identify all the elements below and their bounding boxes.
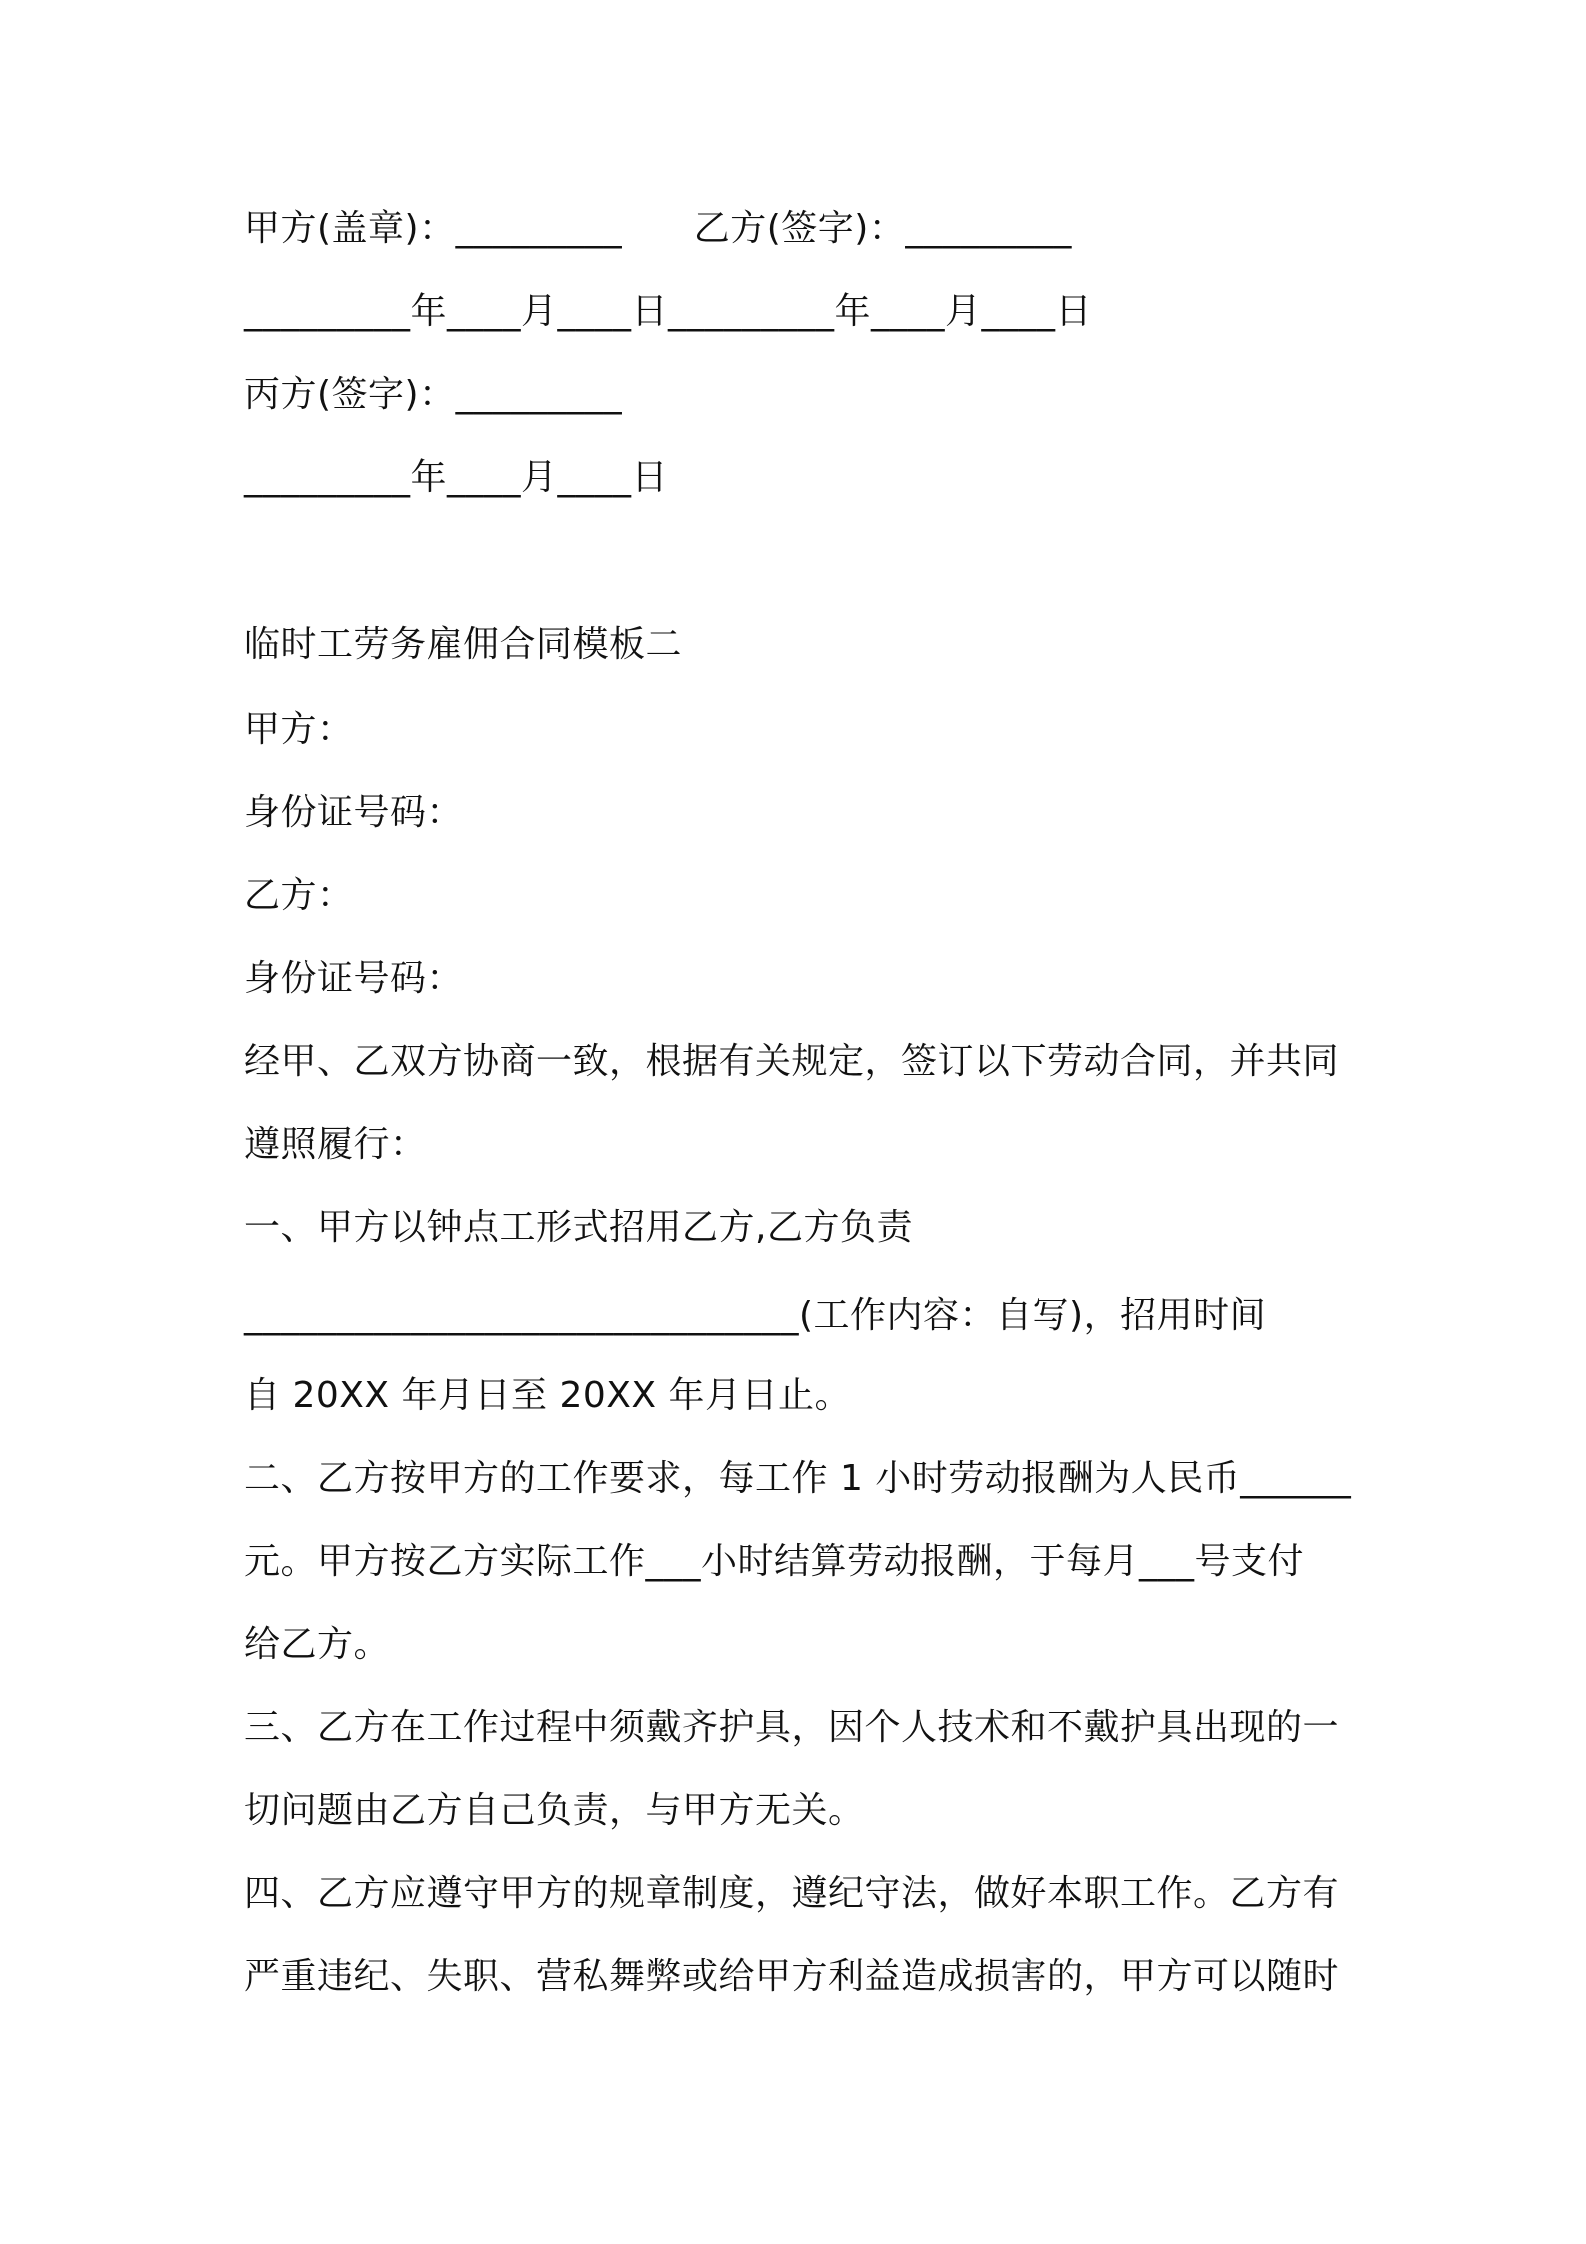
party-b-id-label: 身份证号码： [244,958,464,999]
clause-3-line: 切问题由乙方自己负责，与甲方无关。 [244,1790,865,1831]
preamble-line: 遵照履行： [244,1124,427,1165]
party-a-label: 甲方： [244,709,354,750]
clause-1-line: 自 20XX 年月日至 20XX 年月日止。 [244,1375,852,1416]
preamble-line: 经甲、乙双方协商一致，根据有关规定，签订以下劳动合同，并共同 [244,1041,1340,1082]
clause-1-line: ______________________________(工作内容：自写)，招用时间 [244,1295,1267,1336]
clause-3-line: 三、乙方在工作过程中须戴齐护具，因个人技术和不戴护具出现的一 [244,1707,1340,1748]
signature-date-c: _________年____月____日 [244,457,668,498]
signature-party-c: 丙方(签字)：_________ [244,374,623,415]
clause-2-line: 给乙方。 [244,1624,391,1665]
party-b-label: 乙方： [244,875,354,916]
clause-2-line: 二、乙方按甲方的工作要求，每工作 1 小时劳动报酬为人民币______ [244,1458,1352,1499]
clause-1-line: 一、甲方以钟点工形式招用乙方,乙方负责 [244,1207,913,1248]
party-a-id-label: 身份证号码： [244,792,464,833]
signature-dates-a-b: _________年____月____日_________年____月____日 [244,291,1092,332]
clause-4-line: 严重违纪、失职、营私舞弊或给甲方利益造成损害的，甲方可以随时 [244,1956,1340,1997]
contract-title: 临时工劳务雇佣合同模板二 [244,624,683,665]
signature-party-a-b: 甲方(盖章)：_________ 乙方(签字)：_________ [244,208,1072,249]
clause-4-line: 四、乙方应遵守甲方的规章制度，遵纪守法，做好本职工作。乙方有 [244,1873,1340,1914]
clause-2-line: 元。甲方按乙方实际工作___小时结算劳动报酬，于每月___号支付 [244,1541,1305,1582]
